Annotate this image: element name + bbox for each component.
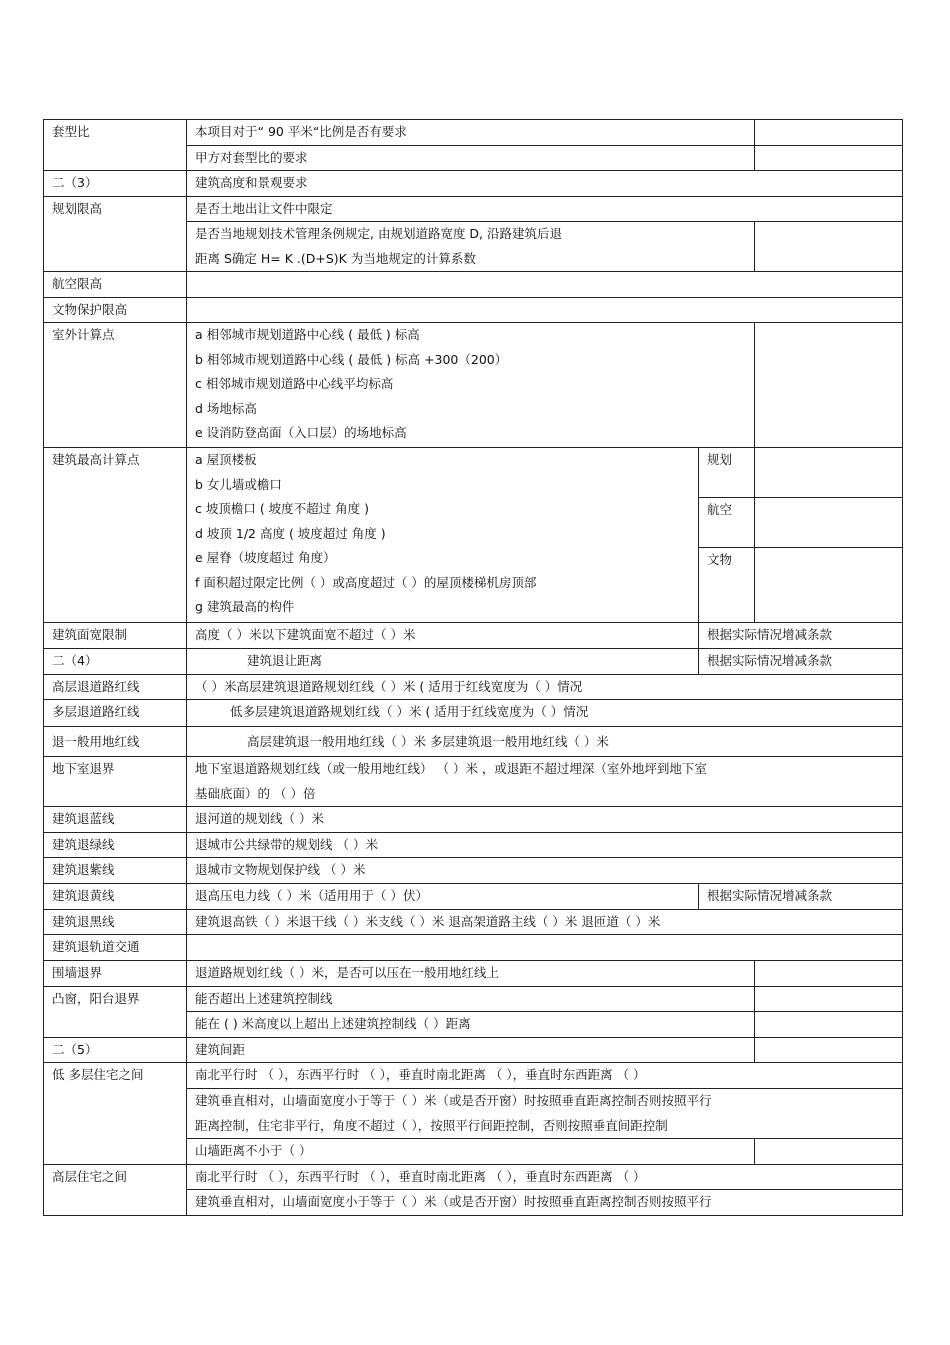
option-item: a 屋顶楼板 [195,452,257,467]
row-text: 能否超出上述建筑控制线 [187,986,755,1012]
note-cell: 根据实际情况增减条款 [699,623,903,649]
option-item: b 女儿墙或檐口 [195,476,282,492]
section-label: 二（3） [44,171,187,197]
row-text: 退高压电力线（ ）米（适用用于（ ）伏） [187,883,699,909]
row-text: 退道路规划红线（ ）米，是否可以压在一般用地红线上 [187,960,755,986]
requirements-sheet [43,119,902,1216]
row-text-multiline [187,1089,903,1139]
row-label: 高层退道路红线 [44,674,187,700]
row-text: 建筑垂直相对，山墙面宽度小于等于（ ）米（或是否开窗）时按照垂直距离控制否则按照平行 [187,1190,903,1216]
row-text: 高层建筑退一般用地红线（ ）米 多层建筑退一般用地红线（ ）米 [187,727,903,757]
answer-cell[interactable] [755,498,903,548]
row-text: 南北平行时 （ ），东西平行时 （ ），垂直时南北距离 （ ），垂直时东西距离 （ ） [187,1063,903,1089]
row-text: 本项目对于“ 90 平米“比例是否有要求 [187,120,755,146]
row-text: 退城市文物规划保护线 （ ）米 [187,858,903,884]
row-label: 退一般用地红线 [44,727,187,757]
option-item: f 面积超过限定比例（ ）或高度超过（ ）的屋顶楼梯机房顶部 [195,574,537,590]
option-list [187,323,755,448]
row-text: （ ）米高层建筑退道路规划红线（ ）米 ( 适用于红线宽度为（ ）情况 [187,674,903,700]
answer-cell[interactable] [755,145,903,171]
answer-cell[interactable] [755,323,903,448]
option-item: d 场地标高 [195,400,257,416]
row-label: 文物保护限高 [44,297,187,323]
row-label: 航空限高 [44,272,187,298]
sub-label: 文物 [699,548,755,623]
row-label: 建筑最高计算点 [44,448,187,623]
text-line: 建筑垂直相对，山墙面宽度小于等于（ ）米（或是否开窗）时按照垂直距离控制否则按照平行 [195,1093,712,1108]
note-cell: 根据实际情况增减条款 [699,649,903,675]
answer-cell[interactable] [755,448,903,498]
text-line: 是否当地规划技术管理条例规定, 由规划道路宽度 D, 沿路建筑后退 [195,226,562,241]
row-text: 退河道的规划线（ ）米 [187,807,903,833]
row-label: 地下室退界 [44,757,187,807]
row-label: 围墙退界 [44,960,187,986]
row-label: 多层退道路红线 [44,700,187,727]
sub-label: 航空 [699,498,755,548]
row-text: 退城市公共绿带的规划线 （ ）米 [187,832,903,858]
sub-label: 规划 [699,448,755,498]
row-label: 建筑退绿线 [44,832,187,858]
answer-cell[interactable] [187,935,903,961]
row-text: 南北平行时 （ ），东西平行时 （ ），垂直时南北距离 （ ），垂直时东西距离 （ ） [187,1164,903,1190]
answer-cell[interactable] [755,1037,903,1063]
answer-cell[interactable] [755,1139,903,1165]
answer-cell[interactable] [755,1012,903,1038]
row-text: 低多层建筑退道路规划红线（ ）米 ( 适用于红线宽度为（ ）情况 [187,700,903,727]
note-cell: 根据实际情况增减条款 [699,883,903,909]
row-label: 建筑退黑线 [44,909,187,935]
option-item: d 坡顶 1/2 高度 ( 坡度超过 角度 ) [195,525,386,541]
answer-cell[interactable] [187,272,903,298]
row-label: 建筑面宽限制 [44,623,187,649]
option-item: c 坡顶檐口 ( 坡度不超过 角度 ) [195,501,369,516]
answer-cell[interactable] [755,120,903,146]
requirements-table [43,119,903,1216]
row-label: 建筑退蓝线 [44,807,187,833]
option-item: c 相邻城市规划道路中心线平均标高 [195,376,394,391]
answer-cell[interactable] [755,960,903,986]
section-label: 二（4） [44,649,187,675]
text-line: 距离控制，住宅非平行，角度不超过（ ），按照平行间距控制，否则按照垂直间距控制 [195,1117,668,1133]
section-title: 建筑高度和景观要求 [187,171,903,197]
row-text-multiline [187,757,903,807]
row-label: 低 多层住宅之间 [44,1063,187,1165]
row-label: 建筑退紫线 [44,858,187,884]
row-label: 室外计算点 [44,323,187,448]
row-text-multiline [187,222,755,272]
section-title: 建筑间距 [187,1037,755,1063]
row-text: 高度（ ）米以下建筑面宽不超过（ ）米 [187,623,699,649]
row-label: 高层住宅之间 [44,1164,187,1216]
option-item: a 相邻城市规划道路中心线 ( 最低 ) 标高 [195,327,420,342]
text-line: 基础底面）的 （ ）倍 [195,785,316,801]
answer-cell[interactable] [755,222,903,272]
row-label: 凸窗，阳台退界 [44,986,187,1037]
option-list [187,448,699,623]
answer-cell[interactable] [187,297,903,323]
row-text: 是否土地出让文件中限定 [187,196,903,222]
row-label: 建筑退轨道交通 [44,935,187,961]
row-label: 建筑退黄线 [44,883,187,909]
row-label: 套型比 [44,120,187,171]
answer-cell[interactable] [755,986,903,1012]
text-line: 地下室退道路规划红线（或一般用地红线） （ ）米 ，或退距不超过埋深（室外地坪到地下室 [195,761,707,776]
section-label: 二（5） [44,1037,187,1063]
option-item: e 屋脊（坡度超过 角度） [195,550,336,565]
row-label: 规划限高 [44,196,187,272]
option-item: b 相邻城市规划道路中心线 ( 最低 ) 标高 +300（200） [195,351,508,367]
row-text: 能在 ( ) 米高度以上超出上述建筑控制线（ ）距离 [187,1012,755,1038]
row-text: 甲方对套型比的要求 [187,145,755,171]
text-line: 距离 S确定 H= K .(D+S)K 为当地规定的计算系数 [195,250,476,266]
option-item: g 建筑最高的构件 [195,599,295,614]
section-title: 建筑退让距离 [187,649,699,675]
row-text: 建筑退高铁（ ）米退干线（ ）米支线（ ）米 退高架道路主线（ ）米 退匝道（ ）米 [187,909,903,935]
option-item: e 设消防登高面（入口层）的场地标高 [195,425,407,440]
row-text: 山墙距离不小于（ ） [187,1139,755,1165]
answer-cell[interactable] [755,548,903,623]
